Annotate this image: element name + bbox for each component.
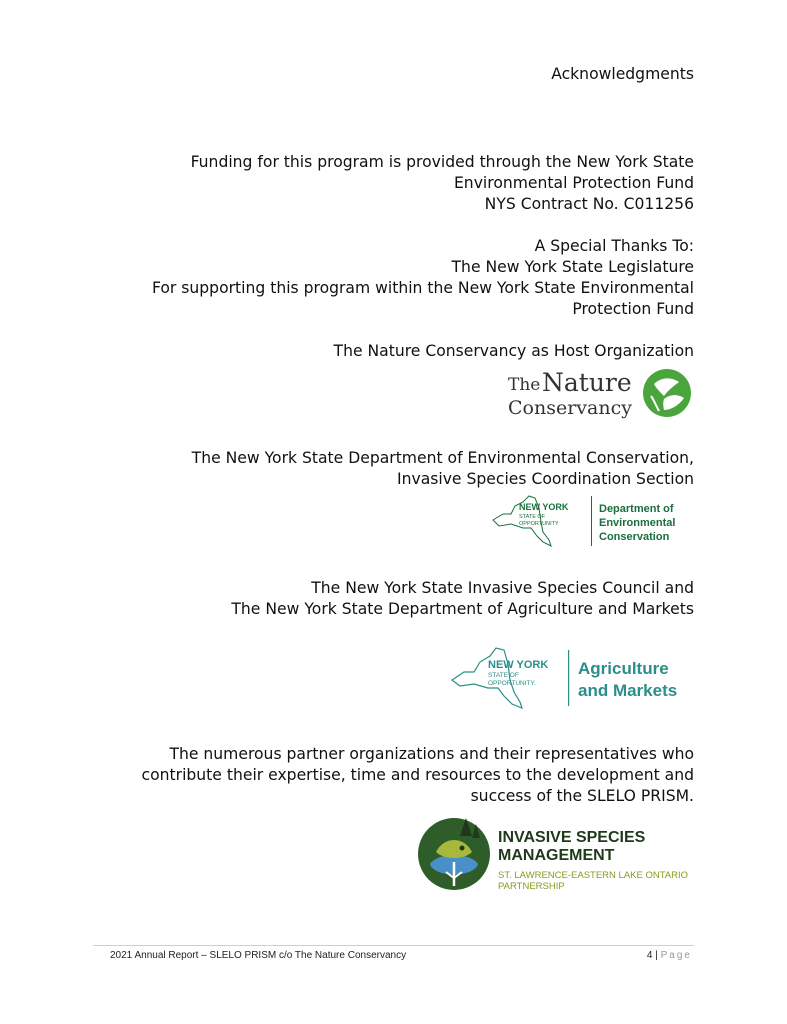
tnc-logo-conservancy: Conservancy [508,397,632,419]
funding-line-2: Environmental Protection Fund [453,174,694,192]
dec-paragraph [192,448,694,490]
tnc-paragraph [334,341,694,362]
tnc-logo-graphic [504,366,694,422]
dec-logo-dept-1: Department of [599,503,674,515]
dec-line-2: Invasive Species Coordination Section [396,470,694,488]
slelo-logo-title-1: INVASIVE SPECIES [498,829,646,846]
dec-logo-graphic [489,494,694,548]
partners-line-3: success of the SLELO PRISM. [470,787,694,805]
slelo-logo-sub-1: ST. LAWRENCE-EASTERN LAKE ONTARIO [498,870,689,881]
dec-line-1: The New York State Department of Environmental Conservation, [191,449,694,467]
thanks-line-1: A Special Thanks To: [534,237,694,255]
tnc-logo [504,366,694,422]
leaf-icon [643,369,691,417]
page-heading: Acknowledgments [551,65,694,83]
agm-logo [448,646,694,710]
agm-logo-newyork: NEW YORK [488,659,549,671]
funding-paragraph [191,152,694,215]
dec-logo-dept-3: Conservation [599,531,670,543]
dec-logo-dept-2: Environmental [599,517,676,529]
dec-logo-newyork: NEW YORK [519,502,569,512]
partners-paragraph [142,744,694,807]
dec-logo [489,494,694,548]
agm-line-2: The New York State Department of Agriculture and Markets [231,600,694,618]
slelo-logo-graphic [414,812,694,894]
page-separator: | [655,950,658,961]
dec-logo-state-of: STATE OF [519,514,546,520]
footer-page-number [647,950,692,961]
footer-divider [93,945,694,946]
funding-line-3: NYS Contract No. C011256 [484,195,694,213]
agm-logo-opportunity: OPPORTUNITY. [488,680,536,687]
agm-logo-dept-1: Agriculture [578,659,669,678]
funding-line-1: Funding for this program is provided through the New York State [190,153,694,171]
agm-logo-graphic [448,646,694,710]
thanks-paragraph [152,236,694,320]
thanks-line-2: The New York State Legislature [451,258,694,276]
footer-report-title: 2021 Annual Report – SLELO PRISM c/o The Nature Conservancy [110,950,407,961]
slelo-logo [414,812,694,894]
partners-line-2: contribute their expertise, time and resources to the development and [141,766,694,784]
agm-paragraph [231,578,694,620]
slelo-logo-sub-2: PARTNERSHIP [498,881,565,892]
tnc-line: The Nature Conservancy as Host Organization [333,342,694,360]
page-word: Page [660,950,692,961]
partners-line-1: The numerous partner organizations and their representatives who [169,745,694,763]
fish-emblem-icon [418,818,490,890]
agm-logo-state-of: STATE OF [488,672,519,679]
dec-logo-opportunity: OPPORTUNITY [519,521,559,527]
slelo-logo-title-2: MANAGEMENT [498,847,615,864]
agm-logo-dept-2: and Markets [578,681,678,700]
agm-line-1: The New York State Invasive Species Council and [311,579,694,597]
thanks-line-4: Protection Fund [572,300,694,318]
tnc-logo-nature: Nature [542,368,632,397]
page-number: 4 [646,950,653,961]
thanks-line-3: For supporting this program within the New York State Environmental [151,279,694,297]
tnc-logo-the: The [508,375,541,395]
